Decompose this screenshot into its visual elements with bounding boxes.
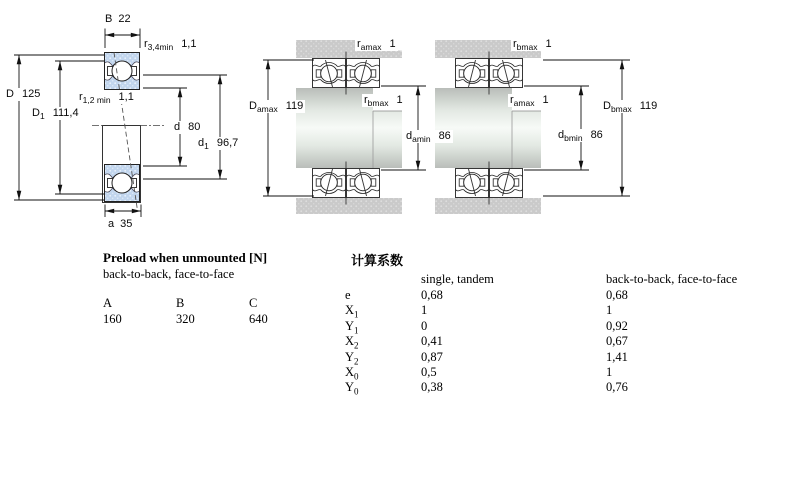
dim-label-rbmax-left: $r_{bmax}$ 1 (364, 94, 403, 109)
arrangement-diagram-back-to-back (263, 40, 426, 214)
dim-label-dbmin: $d_{bmin}$ 86 (558, 129, 603, 144)
preload-title: Preload when unmounted [N] (103, 250, 268, 265)
preload-value-c: 640 (249, 312, 268, 326)
dim-label-outer-diameter-D: D 125 (6, 88, 41, 100)
preload-header-row (103, 296, 323, 311)
factor-row-x0: $X_0$ 0,5 1 (345, 364, 613, 382)
dim-label-D1: $D_1$ 111,4 (32, 107, 79, 122)
arrangement-diagram-face-to-face (435, 40, 630, 214)
factor-row-e: e 0,68 0,68 (345, 288, 628, 302)
dim-label-damin: $d_{amin}$ 86 (406, 130, 451, 145)
calc-factors-table (345, 288, 775, 396)
calc-factors-title: 计算系数 (351, 253, 404, 268)
preload-col-b: B (176, 296, 185, 310)
dim-label-Dbmax: $D_{bmax}$ 119 (603, 100, 658, 115)
preload-col-c: C (249, 296, 258, 310)
factor-row-x1: $X_1$ 1 1 (345, 303, 613, 320)
dim-label-r34min: $r_{3,4min}$ 1,1 (144, 38, 197, 53)
dim-label-a: a 35 (108, 218, 133, 230)
preload-subtitle: back-to-back, face-to-face (103, 267, 235, 281)
calc-factors-col2-header: back-to-back, face-to-face (606, 272, 738, 286)
dim-label-r12min: $r_{1,2 min}$ 1,1 (79, 91, 134, 106)
factor-row-x2: $X_2$ 0,41 0,67 (345, 334, 628, 351)
preload-value-row (103, 312, 323, 327)
factor-row-y2: $Y_2$ 0,87 1,41 (345, 349, 628, 367)
dim-label-rbmax-right: $r_{bmax}$ 1 (513, 38, 552, 53)
factor-row-y1: $Y_1$ 0 0,92 (345, 318, 628, 336)
dim-label-d1: $d_1$ 96,7 (198, 137, 239, 152)
dim-label-ramax-left: $r_{amax}$ 1 (357, 38, 396, 53)
preload-value-b: 320 (176, 312, 195, 326)
dim-label-Damax: $D_{amax}$ 119 (249, 100, 304, 115)
factor-row-y0: $Y_0$ 0,38 0,76 (345, 380, 628, 397)
dim-label-width-B: B 22 (105, 13, 131, 25)
preload-col-a: A (103, 296, 113, 310)
preload-value-a: 160 (103, 312, 122, 326)
dim-label-ramax-right: $r_{amax}$ 1 (510, 94, 549, 109)
calc-factors-col1-header: single, tandem (421, 272, 494, 286)
dim-label-bore-d: d 80 (174, 121, 201, 133)
